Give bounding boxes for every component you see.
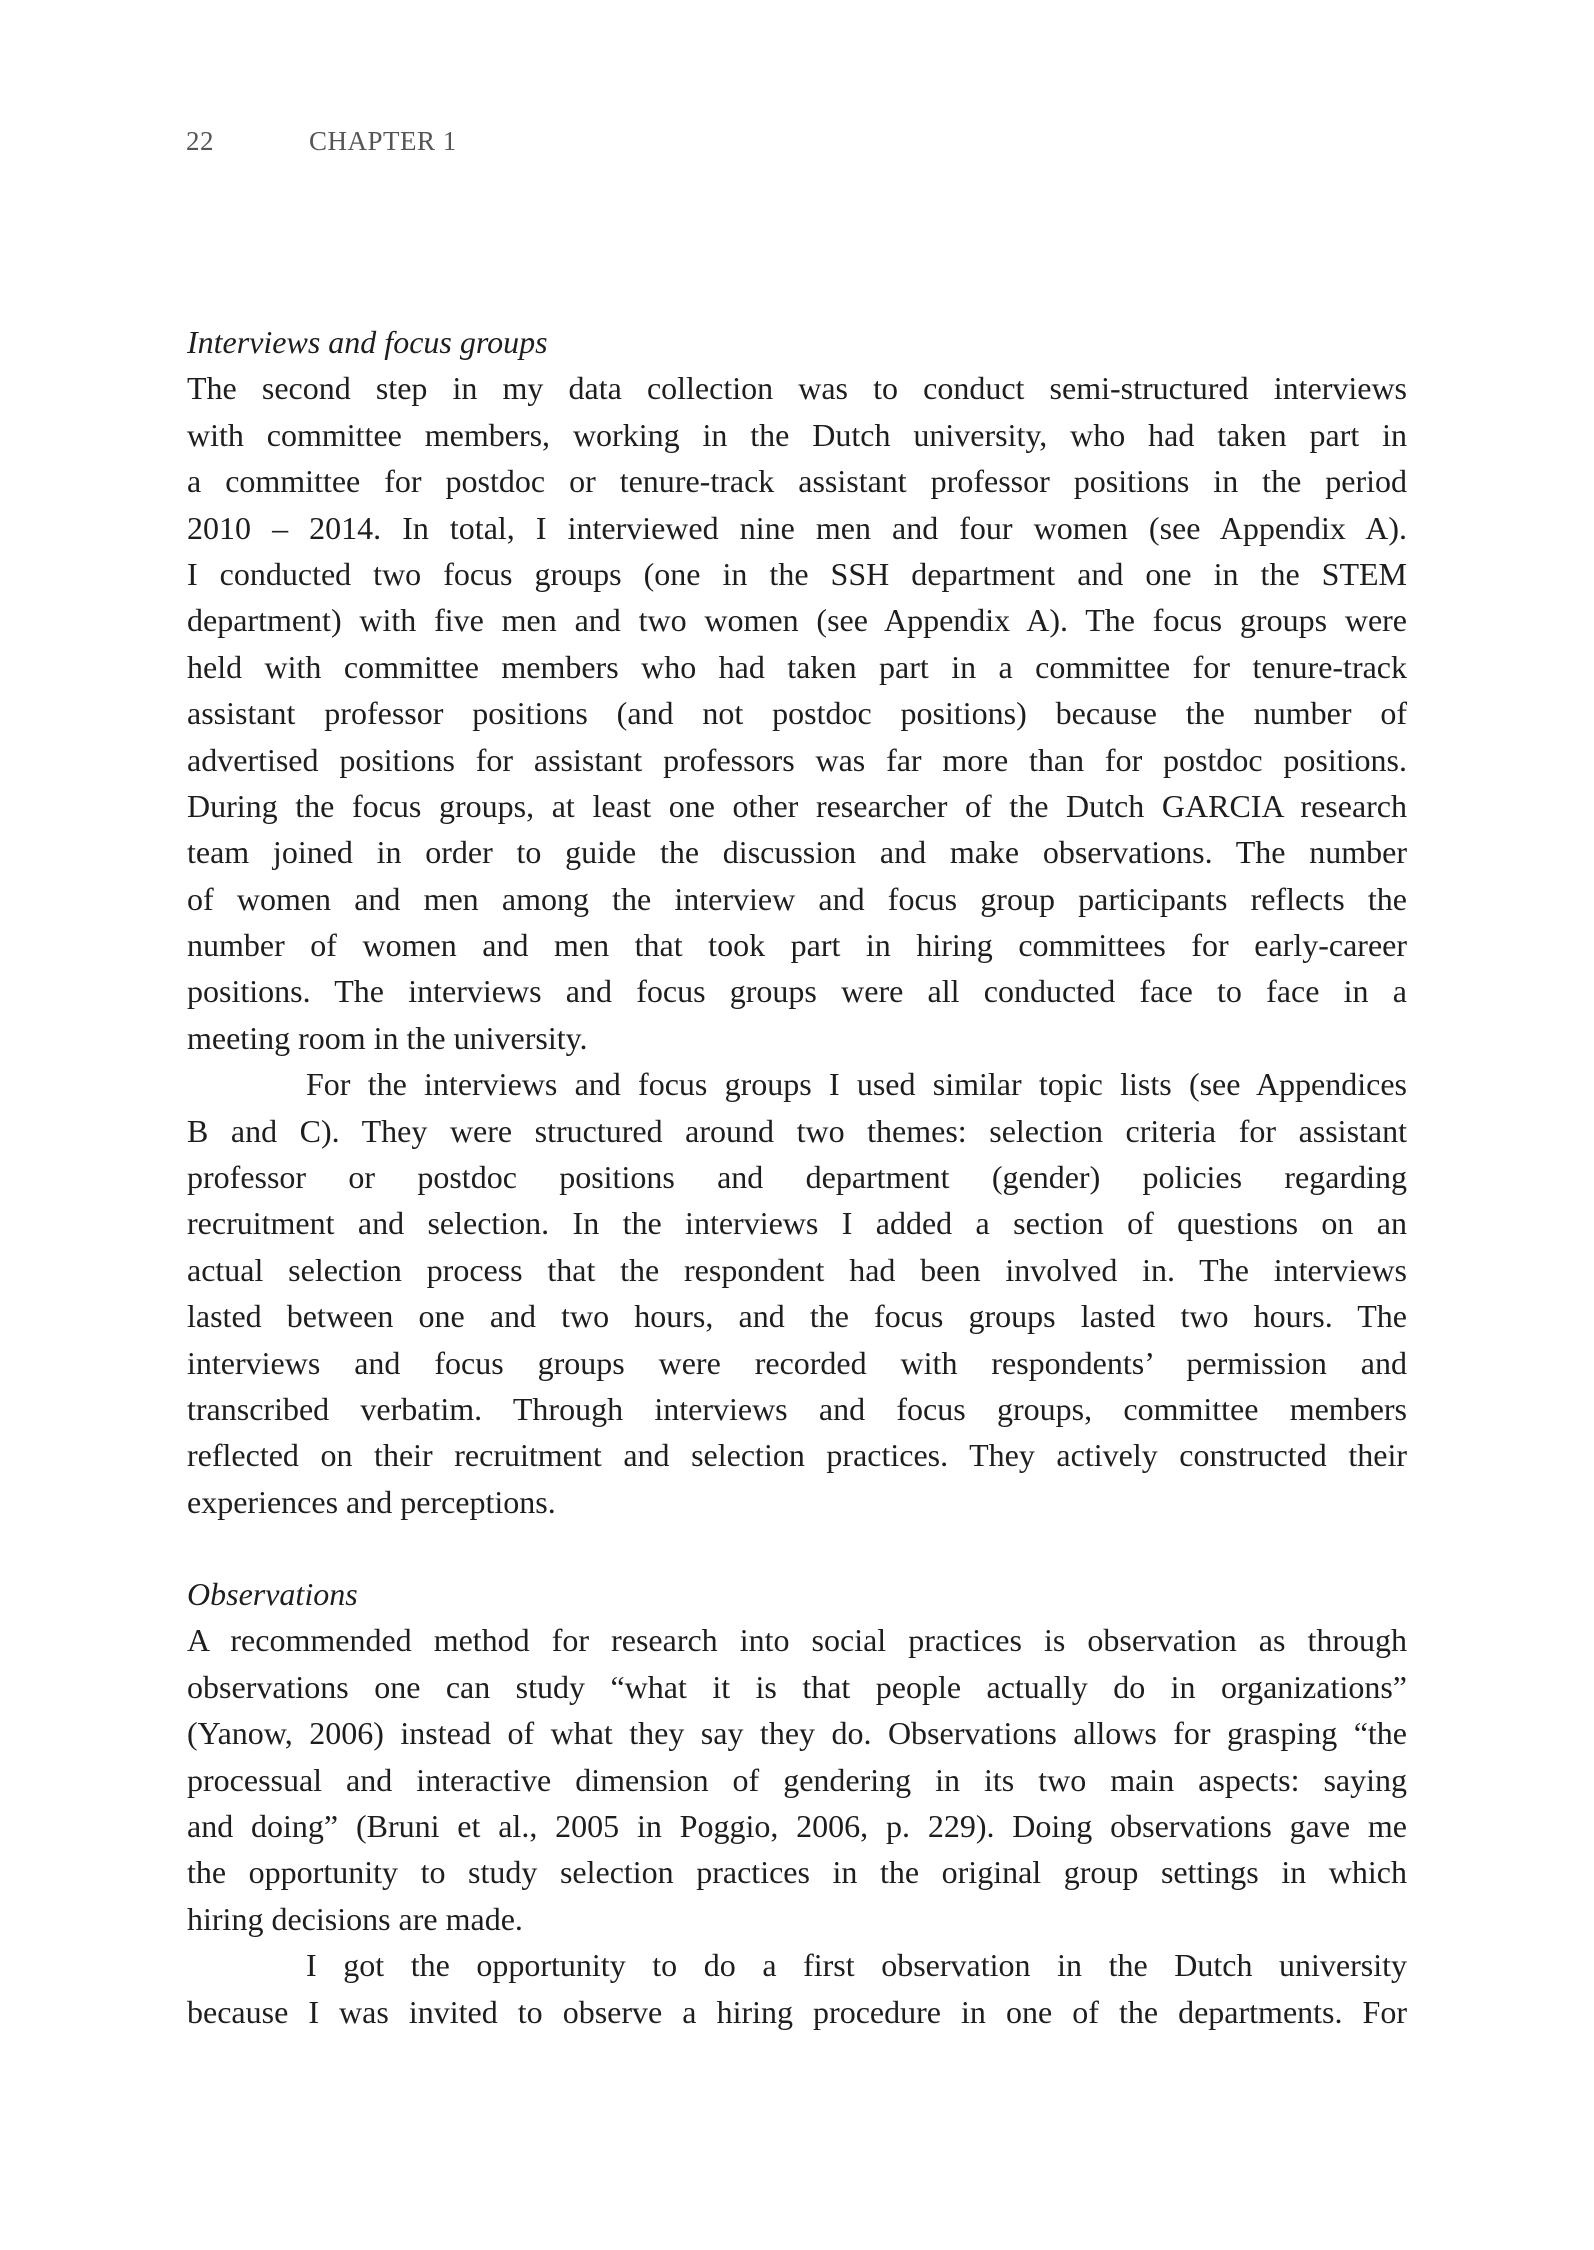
section-heading: Observations — [187, 1576, 358, 1612]
text-line: I got the opportunity to do a first observation in the Dutch university — [306, 1947, 1407, 1984]
text-line: assistant professor positions (and not postdoc positions) because the number of — [187, 695, 1407, 732]
section-interviews — [187, 319, 1407, 1525]
section-observations — [187, 1571, 1407, 2035]
text-line: because I was invited to observe a hiring procedure in one of the departments. For — [187, 1993, 1407, 2030]
paragraph — [187, 1061, 1407, 1525]
text-line: recruitment and selection. In the interviews I added a section of questions on an — [187, 1205, 1407, 1242]
section-heading: Interviews and focus groups — [187, 324, 548, 360]
text-line: experiences and perceptions. — [187, 1483, 556, 1520]
text-line: (Yanow, 2006) instead of what they say they do. Observations allows for grasping “the — [187, 1715, 1407, 1752]
paragraph — [187, 365, 1407, 1061]
text-line: actual selection process that the respondent had been involved in. The interviews — [187, 1251, 1407, 1288]
text-line: 2010 – 2014. In total, I interviewed nine men and four women (see Appendix A). — [187, 509, 1407, 546]
text-line: team joined in order to guide the discussion and make observations. The number — [187, 834, 1407, 871]
text-line: advertised positions for assistant professors was far more than for postdoc positions. — [187, 741, 1407, 778]
text-line: meeting room in the university. — [187, 1019, 588, 1056]
text-line: professor or postdoc positions and department (gender) policies regarding — [187, 1159, 1407, 1196]
running-title: CHAPTER 1 — [309, 126, 457, 156]
text-line: and doing” (Bruni et al., 2005 in Poggio, 2006, p. 229). Doing observations gave me — [187, 1807, 1407, 1844]
text-line: hiring decisions are made. — [187, 1900, 523, 1937]
page-number: 22 — [186, 126, 214, 156]
text-line: a committee for postdoc or tenure-track assistant professor positions in the period — [187, 463, 1407, 500]
text-line: A recommended method for research into social practices is observation as through — [187, 1622, 1407, 1659]
text-line: department) with five men and two women (see Appendix A). The focus groups were — [187, 602, 1407, 639]
text-line: lasted between one and two hours, and the focus groups lasted two hours. The — [187, 1298, 1407, 1335]
text-line: reflected on their recruitment and selection practices. They actively constructed their — [187, 1437, 1407, 1474]
text-line: I conducted two focus groups (one in the SSH department and one in the STEM — [187, 555, 1407, 592]
text-line: During the focus groups, at least one other researcher of the Dutch GARCIA research — [187, 787, 1407, 824]
text-line: number of women and men that took part in hiring committees for early-career — [187, 927, 1407, 964]
text-line: the opportunity to study selection practices in the original group settings in which — [187, 1854, 1407, 1891]
text-line: observations one can study “what it is that people actually do in organizations” — [187, 1668, 1407, 1705]
text-line: B and C). They were structured around two themes: selection criteria for assistant — [187, 1112, 1407, 1149]
text-line: For the interviews and focus groups I used similar topic lists (see Appendices — [306, 1066, 1407, 1103]
text-line: of women and men among the interview and focus group participants reflects the — [187, 880, 1407, 917]
paragraph — [187, 1617, 1407, 1942]
text-line: The second step in my data collection was to conduct semi-structured interviews — [187, 370, 1407, 407]
text-line: with committee members, working in the Dutch university, who had taken part in — [187, 416, 1407, 453]
text-line: interviews and focus groups were recorded with respondents’ permission and — [187, 1344, 1407, 1381]
text-line: held with committee members who had taken part in a committee for tenure-track — [187, 648, 1407, 685]
text-line: positions. The interviews and focus groups were all conducted face to face in a — [187, 973, 1407, 1010]
text-line: transcribed verbatim. Through interviews and focus groups, committee members — [187, 1390, 1407, 1427]
paragraph — [187, 1942, 1407, 2035]
text-line: processual and interactive dimension of gendering in its two main aspects: saying — [187, 1761, 1407, 1798]
